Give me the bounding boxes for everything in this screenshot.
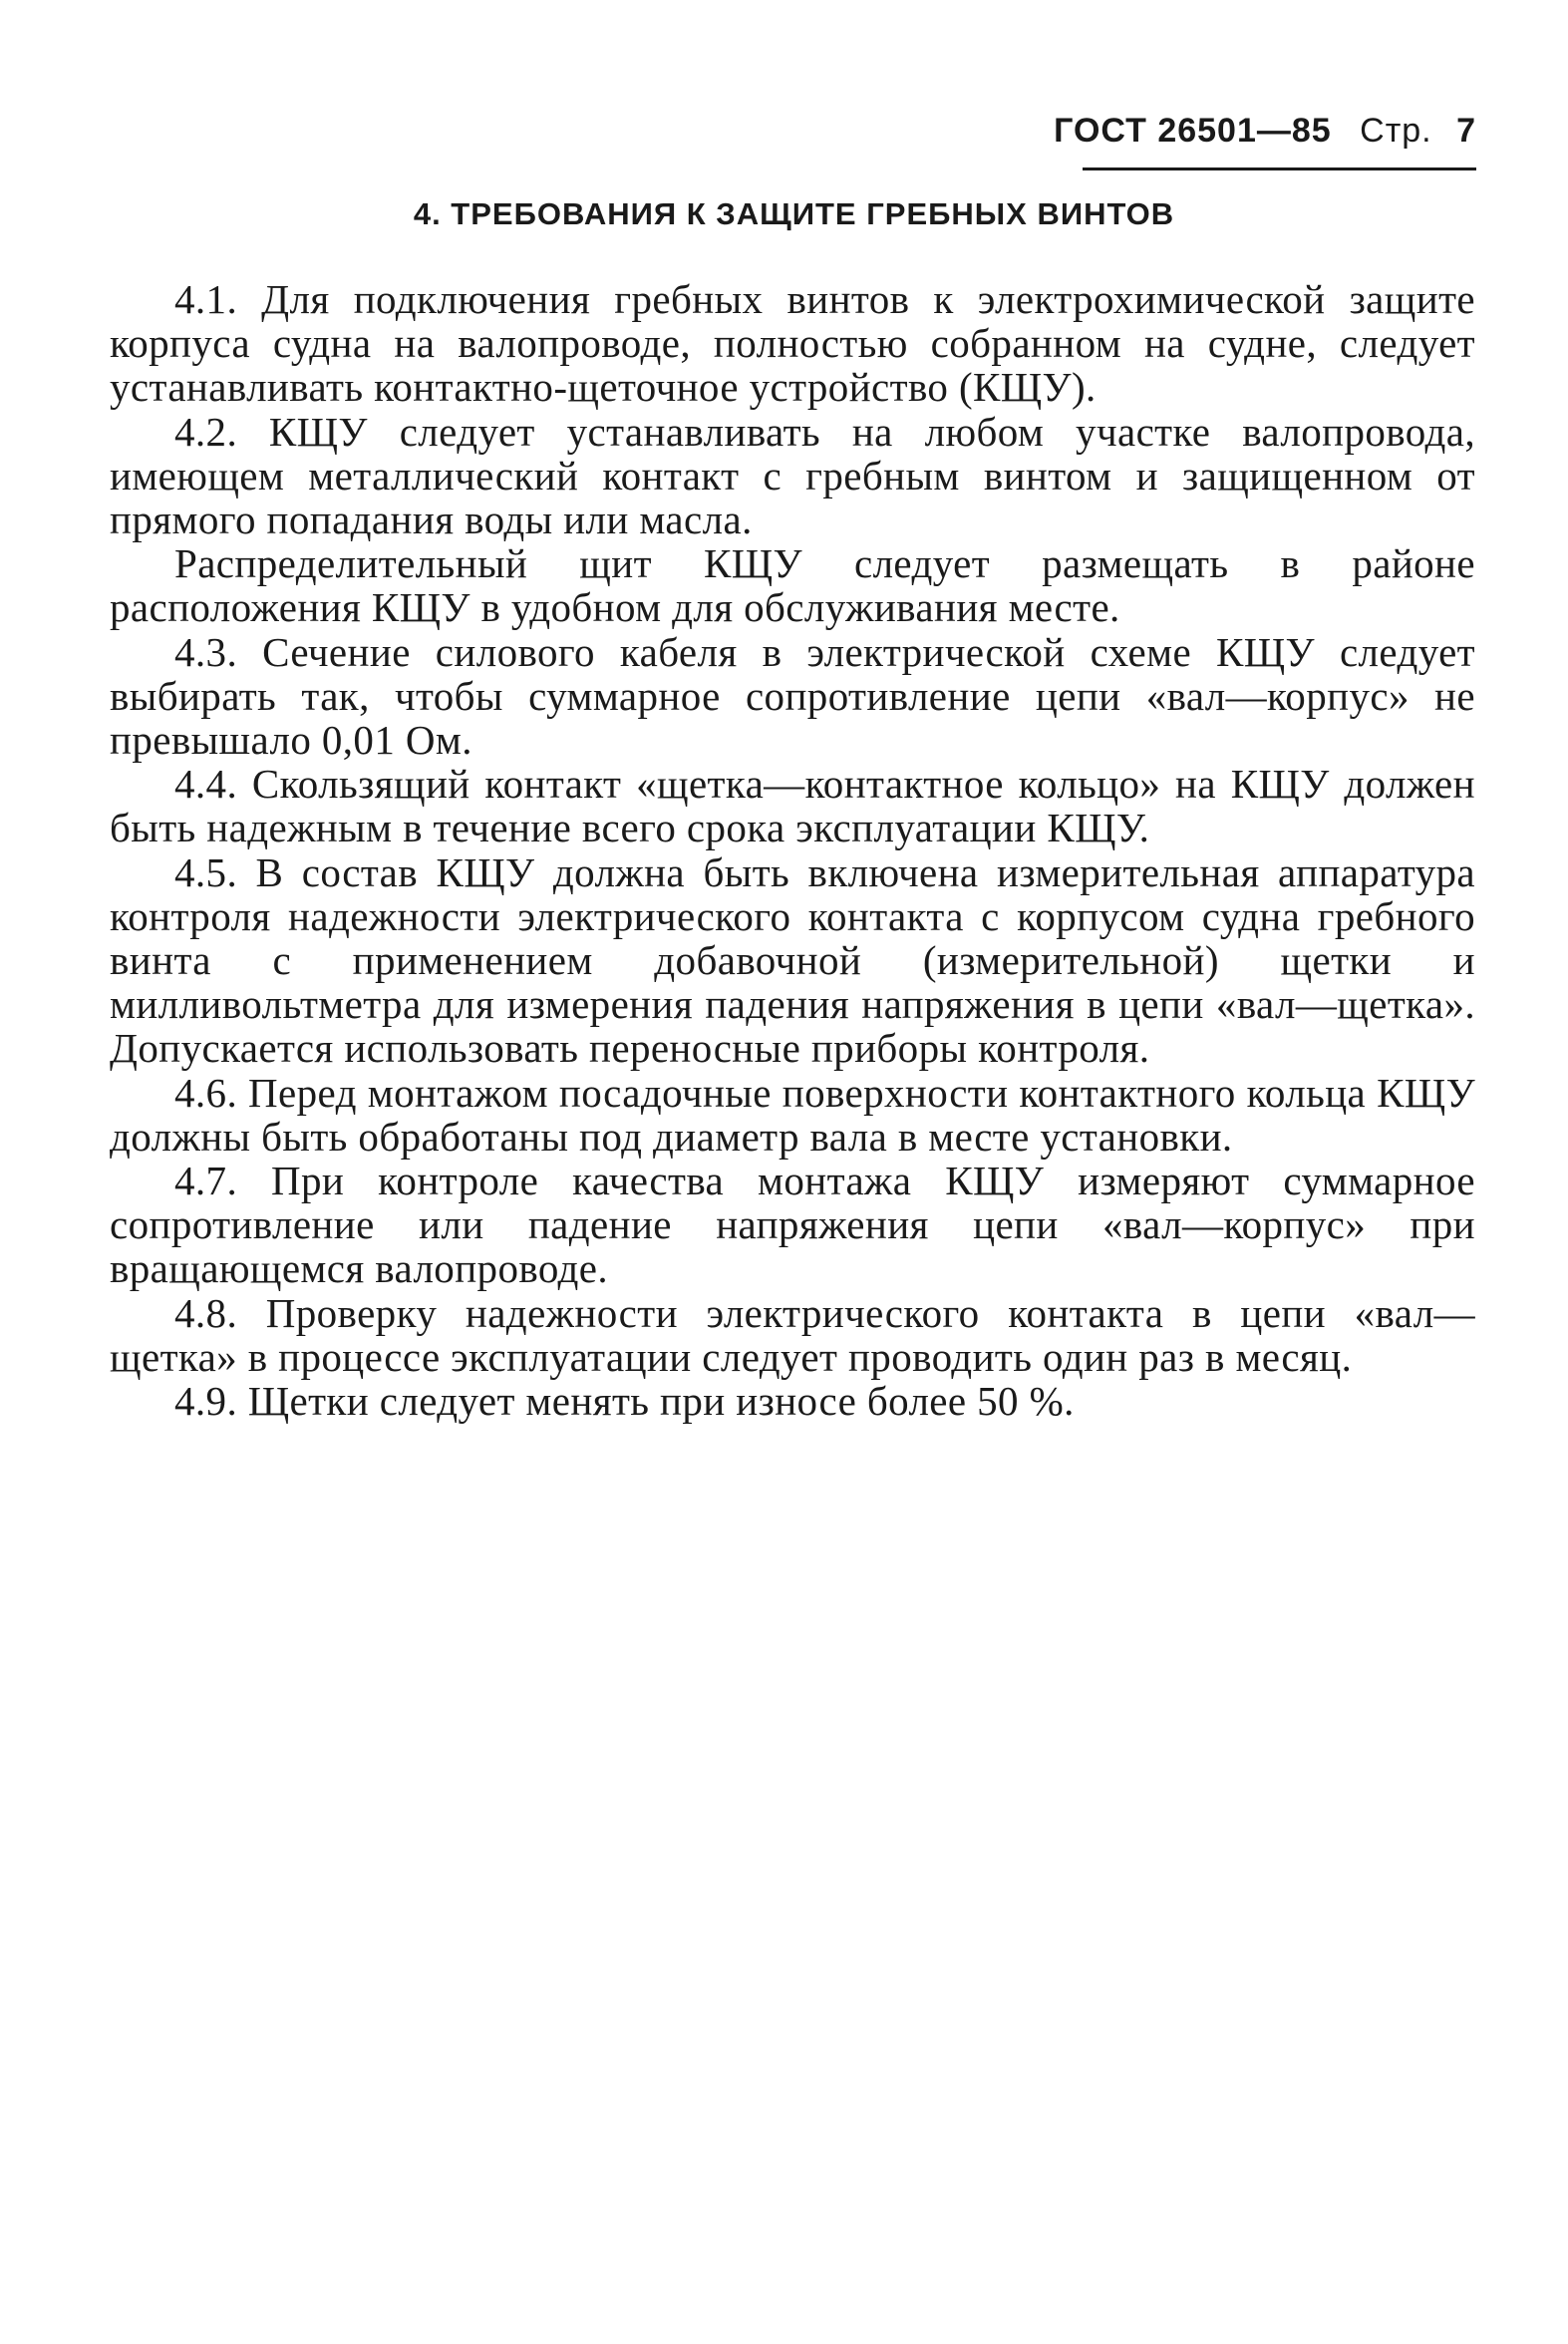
paragraph-4-2-distribution-board: Распределительный щит КЩУ следует размещать в районе расположения КЩУ в удобном для обслуживания месте.: [110, 540, 1475, 631]
paragraph-4-9: 4.9. Щетки следует менять при износе более 50 %.: [174, 1378, 1075, 1425]
paragraph-4-4: 4.4. Скользящий контакт «щетка—контактное кольцо» на КЩУ должен быть надежным в течение всего срока эксплуатации КЩУ.: [110, 761, 1475, 851]
standard-number: ГОСТ 26501—85: [1054, 112, 1332, 150]
paragraph-4-2: 4.2. КЩУ следует устанавливать на любом участке валопровода, имеющем металлический контакт с гребным винтом и защищенном от прямого попадания воды или масла.: [110, 408, 1475, 543]
paragraph-4-3: 4.3. Сечение силового кабеля в электрической схеме КЩУ следует выбирать так, чтобы суммарное сопротивление цепи «вал—корпус» не превышало 0,01 Ом.: [110, 628, 1475, 764]
paragraph-4-6: 4.6. Перед монтажом посадочные поверхности контактного кольца КЩУ должны быть обработаны под диаметр вала в месте установки.: [110, 1069, 1475, 1160]
paragraph-4-1: 4.1. Для подключения гребных винтов к электрохимической защите корпуса судна на валопроводе, полностью собранном на судне, следует устанавливать контактно-щеточное устройство (КЩУ).: [110, 276, 1475, 411]
section-title: 4. ТРЕБОВАНИЯ К ЗАЩИТЕ ГРЕБНЫХ ВИНТОВ: [413, 196, 1175, 231]
page-number: 7: [1456, 112, 1476, 150]
paragraph-4-5: 4.5. В состав КЩУ должна быть включена измерительная аппаратура контроля надежности электрического контакта с корпусом судна гребного винта с применением добавочной (измерительной) щетки и милливольтметра для измерения падения напряжения в цепи «вал—щетка». Допускается использовать переносные приборы контроля.: [110, 848, 1475, 1072]
paragraph-4-8: 4.8. Проверку надежности электрического контакта в цепи «вал—щетка» в процессе эксплуатации следует проводить один раз в месяц.: [110, 1289, 1475, 1380]
page-label: Стр.: [1360, 112, 1432, 150]
section-body: [110, 277, 1475, 1423]
header-divider: [1083, 167, 1476, 170]
paragraph-4-7: 4.7. При контроле качества монтажа КЩУ измеряют суммарное сопротивление или падение напряжения цепи «вал—корпус» при вращающемся валопроводе.: [110, 1158, 1475, 1292]
page-header: [1054, 112, 1476, 151]
